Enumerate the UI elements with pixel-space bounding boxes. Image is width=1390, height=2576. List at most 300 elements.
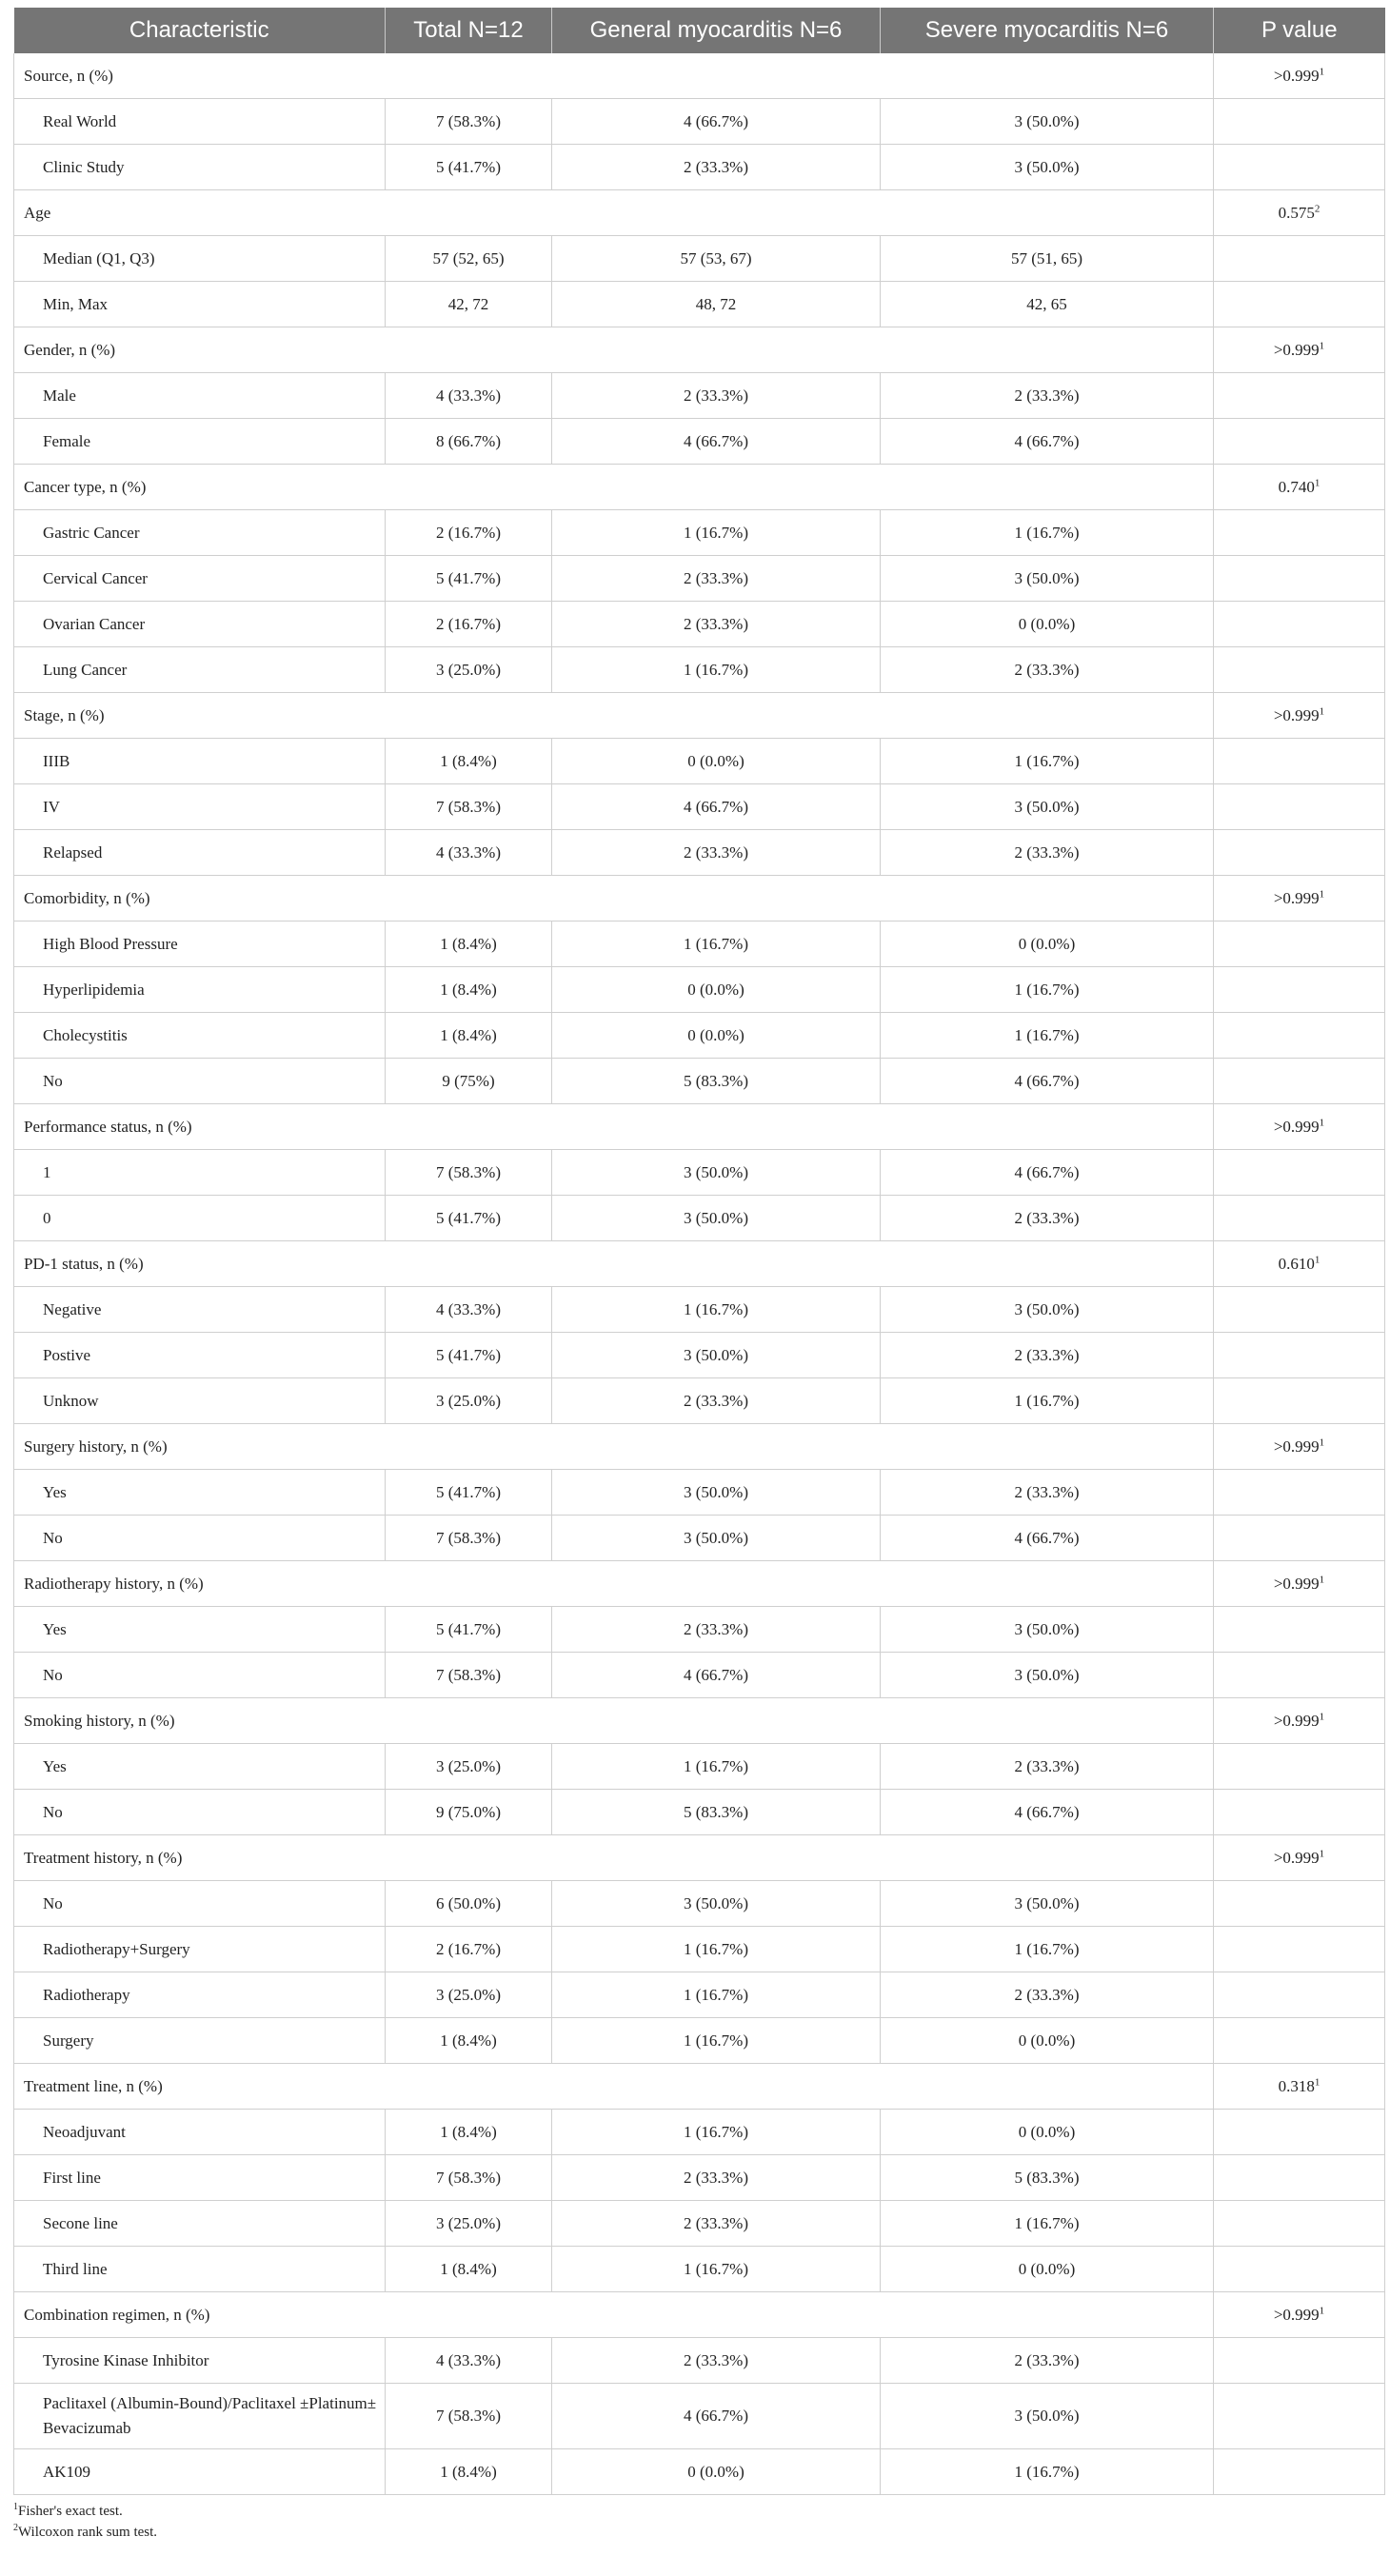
general-myocarditis-cell: 4 (66.7%) (552, 1653, 881, 1698)
p-value-cell (1214, 1378, 1385, 1424)
total-cell: 5 (41.7%) (386, 1333, 552, 1378)
row-label: Secone line (14, 2201, 386, 2247)
group-label: PD-1 status, n (%) (14, 1241, 1214, 1287)
p-value-cell (1214, 739, 1385, 784)
severe-myocarditis-cell: 1 (16.7%) (881, 739, 1214, 784)
table-row (14, 921, 1385, 967)
row-label: Paclitaxel (Albumin-Bound)/Paclitaxel ±Platinum± Bevacizumab (14, 2384, 386, 2449)
row-label: Negative (14, 1287, 386, 1333)
table-row (14, 647, 1385, 693)
p-value-cell (1214, 1835, 1385, 1881)
p-value-cell (1214, 2064, 1385, 2110)
group-label: Radiotherapy history, n (%) (14, 1561, 1214, 1607)
severe-myocarditis-cell: 2 (33.3%) (881, 373, 1214, 419)
group-label: Comorbidity, n (%) (14, 876, 1214, 921)
table-row (14, 739, 1385, 784)
row-label: Cholecystitis (14, 1013, 386, 1059)
severe-myocarditis-cell: 3 (50.0%) (881, 1881, 1214, 1927)
general-myocarditis-cell: 2 (33.3%) (552, 2155, 881, 2201)
p-value-footnote-marker: 1 (1319, 1116, 1325, 1128)
p-value-cell (1214, 419, 1385, 465)
severe-myocarditis-cell: 1 (16.7%) (881, 967, 1214, 1013)
severe-myocarditis-cell: 42, 65 (881, 282, 1214, 327)
general-myocarditis-cell: 1 (16.7%) (552, 2247, 881, 2292)
general-myocarditis-cell: 1 (16.7%) (552, 1744, 881, 1790)
row-label: IV (14, 784, 386, 830)
group-label: Performance status, n (%) (14, 1104, 1214, 1150)
table-row (14, 510, 1385, 556)
footnote-1 (13, 2501, 1384, 2522)
group-row (14, 2064, 1385, 2110)
p-value-cell (1214, 2292, 1385, 2338)
general-myocarditis-cell: 3 (50.0%) (552, 1333, 881, 1378)
table-row (14, 1196, 1385, 1241)
table-row (14, 145, 1385, 190)
p-value-cell (1214, 282, 1385, 327)
total-cell: 1 (8.4%) (386, 2110, 552, 2155)
p-value-footnote-marker: 1 (1314, 476, 1320, 488)
total-cell: 7 (58.3%) (386, 2384, 552, 2449)
total-cell: 4 (33.3%) (386, 1287, 552, 1333)
group-row (14, 876, 1385, 921)
table-row (14, 1653, 1385, 1698)
severe-myocarditis-cell: 1 (16.7%) (881, 2201, 1214, 2247)
table-row (14, 2110, 1385, 2155)
total-cell: 5 (41.7%) (386, 1196, 552, 1241)
p-value-cell (1214, 1790, 1385, 1835)
total-cell: 7 (58.3%) (386, 1150, 552, 1196)
severe-myocarditis-cell: 0 (0.0%) (881, 2247, 1214, 2292)
total-cell: 3 (25.0%) (386, 647, 552, 693)
p-value-footnote-marker: 1 (1319, 65, 1325, 77)
row-label: 1 (14, 1150, 386, 1196)
row-label: Min, Max (14, 282, 386, 327)
table-row (14, 967, 1385, 1013)
general-myocarditis-cell: 1 (16.7%) (552, 1927, 881, 1972)
p-value-cell (1214, 190, 1385, 236)
p-value-cell (1214, 510, 1385, 556)
p-value-cell (1214, 373, 1385, 419)
severe-myocarditis-cell: 4 (66.7%) (881, 1150, 1214, 1196)
table-row (14, 1972, 1385, 2018)
severe-myocarditis-cell: 3 (50.0%) (881, 1607, 1214, 1653)
severe-myocarditis-cell: 2 (33.3%) (881, 1333, 1214, 1378)
group-row (14, 1835, 1385, 1881)
header-row (14, 8, 1385, 53)
severe-myocarditis-cell: 57 (51, 65) (881, 236, 1214, 282)
p-value-cell (1214, 1653, 1385, 1698)
total-cell: 5 (41.7%) (386, 1470, 552, 1516)
row-label: Radiotherapy (14, 1972, 386, 2018)
table-body (14, 53, 1385, 2495)
total-cell: 2 (16.7%) (386, 1927, 552, 1972)
row-label: Real World (14, 99, 386, 145)
total-cell: 57 (52, 65) (386, 236, 552, 282)
p-value: >0.999 (1273, 340, 1320, 359)
group-label: Surgery history, n (%) (14, 1424, 1214, 1470)
severe-myocarditis-cell: 2 (33.3%) (881, 1470, 1214, 1516)
p-value-cell (1214, 1287, 1385, 1333)
table-row (14, 602, 1385, 647)
row-label: 0 (14, 1196, 386, 1241)
p-value-cell (1214, 1104, 1385, 1150)
p-value-cell (1214, 1196, 1385, 1241)
severe-myocarditis-cell: 1 (16.7%) (881, 510, 1214, 556)
general-myocarditis-cell: 2 (33.3%) (552, 556, 881, 602)
general-myocarditis-cell: 2 (33.3%) (552, 373, 881, 419)
p-value-cell (1214, 2247, 1385, 2292)
table-row (14, 2018, 1385, 2064)
severe-myocarditis-cell: 2 (33.3%) (881, 830, 1214, 876)
severe-myocarditis-cell: 4 (66.7%) (881, 419, 1214, 465)
general-myocarditis-cell: 5 (83.3%) (552, 1059, 881, 1104)
group-row (14, 1241, 1385, 1287)
general-myocarditis-cell: 1 (16.7%) (552, 2110, 881, 2155)
table-row (14, 419, 1385, 465)
table-row (14, 556, 1385, 602)
footnotes (13, 2501, 1384, 2543)
general-myocarditis-cell: 3 (50.0%) (552, 1470, 881, 1516)
general-myocarditis-cell: 3 (50.0%) (552, 1881, 881, 1927)
total-cell: 5 (41.7%) (386, 145, 552, 190)
severe-myocarditis-cell: 3 (50.0%) (881, 2384, 1214, 2449)
row-label: Cervical Cancer (14, 556, 386, 602)
row-label: No (14, 1881, 386, 1927)
general-myocarditis-cell: 2 (33.3%) (552, 1607, 881, 1653)
p-value: >0.999 (1273, 705, 1320, 724)
row-label: High Blood Pressure (14, 921, 386, 967)
p-value: >0.999 (1273, 1848, 1320, 1867)
severe-myocarditis-cell: 2 (33.3%) (881, 2338, 1214, 2384)
severe-myocarditis-cell: 0 (0.0%) (881, 2018, 1214, 2064)
severe-myocarditis-cell: 4 (66.7%) (881, 1516, 1214, 1561)
characteristics-table (13, 8, 1385, 2495)
total-cell: 2 (16.7%) (386, 602, 552, 647)
group-row (14, 1424, 1385, 1470)
total-cell: 7 (58.3%) (386, 1516, 552, 1561)
severe-myocarditis-cell: 0 (0.0%) (881, 602, 1214, 647)
severe-myocarditis-cell: 1 (16.7%) (881, 1927, 1214, 1972)
p-value-cell (1214, 327, 1385, 373)
total-cell: 3 (25.0%) (386, 1972, 552, 2018)
group-row (14, 1561, 1385, 1607)
severe-myocarditis-cell: 2 (33.3%) (881, 647, 1214, 693)
p-value-cell (1214, 921, 1385, 967)
row-label: Postive (14, 1333, 386, 1378)
row-label: No (14, 1653, 386, 1698)
p-value: >0.999 (1273, 2305, 1320, 2324)
group-label: Age (14, 190, 1214, 236)
header-total: Total N=12 (386, 8, 552, 53)
p-value-footnote-marker: 1 (1314, 1253, 1320, 1265)
row-label: Yes (14, 1607, 386, 1653)
p-value: >0.999 (1273, 1574, 1320, 1593)
table-row (14, 2384, 1385, 2449)
severe-myocarditis-cell: 0 (0.0%) (881, 921, 1214, 967)
p-value-footnote-marker: 1 (1319, 1436, 1325, 1448)
table-row (14, 2449, 1385, 2495)
severe-myocarditis-cell: 4 (66.7%) (881, 1059, 1214, 1104)
group-label: Combination regimen, n (%) (14, 2292, 1214, 2338)
total-cell: 5 (41.7%) (386, 556, 552, 602)
row-label: Yes (14, 1470, 386, 1516)
total-cell: 2 (16.7%) (386, 510, 552, 556)
general-myocarditis-cell: 3 (50.0%) (552, 1150, 881, 1196)
general-myocarditis-cell: 48, 72 (552, 282, 881, 327)
p-value-cell (1214, 53, 1385, 99)
p-value-cell (1214, 876, 1385, 921)
total-cell: 4 (33.3%) (386, 830, 552, 876)
general-myocarditis-cell: 4 (66.7%) (552, 784, 881, 830)
severe-myocarditis-cell: 3 (50.0%) (881, 784, 1214, 830)
footnote-text: Fisher's exact test. (18, 2504, 123, 2519)
general-myocarditis-cell: 2 (33.3%) (552, 830, 881, 876)
total-cell: 1 (8.4%) (386, 2449, 552, 2495)
p-value-footnote-marker: 1 (1319, 1847, 1325, 1859)
row-label: Tyrosine Kinase Inhibitor (14, 2338, 386, 2384)
p-value: 0.318 (1278, 2076, 1315, 2095)
group-label: Treatment line, n (%) (14, 2064, 1214, 2110)
total-cell: 3 (25.0%) (386, 1378, 552, 1424)
p-value-cell (1214, 1333, 1385, 1378)
row-label: Hyperlipidemia (14, 967, 386, 1013)
table-row (14, 1927, 1385, 1972)
p-value-footnote-marker: 1 (1319, 1573, 1325, 1585)
p-value-cell (1214, 2338, 1385, 2384)
total-cell: 3 (25.0%) (386, 1744, 552, 1790)
row-label: First line (14, 2155, 386, 2201)
total-cell: 42, 72 (386, 282, 552, 327)
group-row (14, 190, 1385, 236)
p-value-cell (1214, 1241, 1385, 1287)
table-row (14, 1881, 1385, 1927)
severe-myocarditis-cell: 1 (16.7%) (881, 1013, 1214, 1059)
p-value-cell (1214, 1972, 1385, 2018)
row-label: No (14, 1516, 386, 1561)
footnote-2 (13, 2522, 1384, 2543)
p-value: >0.999 (1273, 1711, 1320, 1730)
general-myocarditis-cell: 4 (66.7%) (552, 99, 881, 145)
p-value: 0.575 (1278, 203, 1315, 222)
group-label: Gender, n (%) (14, 327, 1214, 373)
p-value-cell (1214, 1059, 1385, 1104)
table-row (14, 1059, 1385, 1104)
general-myocarditis-cell: 0 (0.0%) (552, 1013, 881, 1059)
p-value-cell (1214, 647, 1385, 693)
p-value-cell (1214, 465, 1385, 510)
row-label: Median (Q1, Q3) (14, 236, 386, 282)
footnote-marker: 1 (13, 2502, 18, 2512)
row-label: Ovarian Cancer (14, 602, 386, 647)
table-row (14, 1744, 1385, 1790)
table-row (14, 373, 1385, 419)
p-value: 0.740 (1278, 477, 1315, 496)
general-myocarditis-cell: 4 (66.7%) (552, 2384, 881, 2449)
characteristics-table-container (13, 8, 1384, 2543)
general-myocarditis-cell: 1 (16.7%) (552, 921, 881, 967)
p-value-cell (1214, 830, 1385, 876)
table-row (14, 1516, 1385, 1561)
p-value-cell (1214, 1607, 1385, 1653)
p-value-footnote-marker: 1 (1319, 704, 1325, 717)
general-myocarditis-cell: 0 (0.0%) (552, 739, 881, 784)
p-value-cell (1214, 693, 1385, 739)
total-cell: 1 (8.4%) (386, 739, 552, 784)
p-value-cell (1214, 1561, 1385, 1607)
total-cell: 7 (58.3%) (386, 99, 552, 145)
total-cell: 1 (8.4%) (386, 967, 552, 1013)
general-myocarditis-cell: 57 (53, 67) (552, 236, 881, 282)
group-label: Smoking history, n (%) (14, 1698, 1214, 1744)
table-row (14, 1333, 1385, 1378)
row-label: Clinic Study (14, 145, 386, 190)
severe-myocarditis-cell: 3 (50.0%) (881, 99, 1214, 145)
severe-myocarditis-cell: 3 (50.0%) (881, 1653, 1214, 1698)
row-label: Surgery (14, 2018, 386, 2064)
header-general-myocarditis: General myocarditis N=6 (552, 8, 881, 53)
general-myocarditis-cell: 0 (0.0%) (552, 2449, 881, 2495)
row-label: No (14, 1790, 386, 1835)
severe-myocarditis-cell: 3 (50.0%) (881, 556, 1214, 602)
total-cell: 6 (50.0%) (386, 1881, 552, 1927)
table-row (14, 2155, 1385, 2201)
total-cell: 8 (66.7%) (386, 419, 552, 465)
severe-myocarditis-cell: 0 (0.0%) (881, 2110, 1214, 2155)
p-value-cell (1214, 1424, 1385, 1470)
row-label: Male (14, 373, 386, 419)
p-value-footnote-marker: 1 (1319, 887, 1325, 900)
general-myocarditis-cell: 3 (50.0%) (552, 1196, 881, 1241)
row-label: Neoadjuvant (14, 2110, 386, 2155)
p-value: >0.999 (1273, 1117, 1320, 1136)
p-value-footnote-marker: 1 (1314, 2075, 1320, 2088)
p-value-cell (1214, 1927, 1385, 1972)
general-myocarditis-cell: 2 (33.3%) (552, 145, 881, 190)
p-value-cell (1214, 967, 1385, 1013)
group-row (14, 465, 1385, 510)
p-value: >0.999 (1273, 1437, 1320, 1456)
total-cell: 1 (8.4%) (386, 1013, 552, 1059)
row-label: Unknow (14, 1378, 386, 1424)
general-myocarditis-cell: 1 (16.7%) (552, 2018, 881, 2064)
p-value-cell (1214, 556, 1385, 602)
p-value-footnote-marker: 2 (1314, 202, 1320, 214)
row-label: Relapsed (14, 830, 386, 876)
header-characteristic: Characteristic (14, 8, 386, 53)
total-cell: 4 (33.3%) (386, 2338, 552, 2384)
table-row (14, 830, 1385, 876)
total-cell: 4 (33.3%) (386, 373, 552, 419)
general-myocarditis-cell: 1 (16.7%) (552, 1972, 881, 2018)
table-row (14, 1150, 1385, 1196)
general-myocarditis-cell: 1 (16.7%) (552, 510, 881, 556)
p-value-footnote-marker: 1 (1319, 2304, 1325, 2316)
table-row (14, 2247, 1385, 2292)
table-row (14, 99, 1385, 145)
table-row (14, 1287, 1385, 1333)
total-cell: 1 (8.4%) (386, 2247, 552, 2292)
p-value-cell (1214, 2384, 1385, 2449)
table-row (14, 2338, 1385, 2384)
table-row (14, 1470, 1385, 1516)
p-value-cell (1214, 2449, 1385, 2495)
group-row (14, 327, 1385, 373)
general-myocarditis-cell: 3 (50.0%) (552, 1516, 881, 1561)
severe-myocarditis-cell: 2 (33.3%) (881, 1744, 1214, 1790)
table-row (14, 282, 1385, 327)
p-value-cell (1214, 236, 1385, 282)
p-value: >0.999 (1273, 888, 1320, 907)
total-cell: 7 (58.3%) (386, 1653, 552, 1698)
p-value-cell (1214, 2018, 1385, 2064)
row-label: Radiotherapy+Surgery (14, 1927, 386, 1972)
p-value-cell (1214, 2110, 1385, 2155)
severe-myocarditis-cell: 2 (33.3%) (881, 1196, 1214, 1241)
p-value-cell (1214, 1150, 1385, 1196)
total-cell: 5 (41.7%) (386, 1607, 552, 1653)
severe-myocarditis-cell: 2 (33.3%) (881, 1972, 1214, 2018)
table-row (14, 1607, 1385, 1653)
row-label: Female (14, 419, 386, 465)
p-value-cell (1214, 1470, 1385, 1516)
general-myocarditis-cell: 1 (16.7%) (552, 1287, 881, 1333)
general-myocarditis-cell: 4 (66.7%) (552, 419, 881, 465)
severe-myocarditis-cell: 4 (66.7%) (881, 1790, 1214, 1835)
group-label: Cancer type, n (%) (14, 465, 1214, 510)
total-cell: 7 (58.3%) (386, 784, 552, 830)
p-value: >0.999 (1273, 66, 1320, 85)
total-cell: 9 (75%) (386, 1059, 552, 1104)
p-value-cell (1214, 602, 1385, 647)
header-severe-myocarditis: Severe myocarditis N=6 (881, 8, 1214, 53)
total-cell: 3 (25.0%) (386, 2201, 552, 2247)
general-myocarditis-cell: 2 (33.3%) (552, 2201, 881, 2247)
row-label: AK109 (14, 2449, 386, 2495)
table-row (14, 1013, 1385, 1059)
general-myocarditis-cell: 1 (16.7%) (552, 647, 881, 693)
group-label: Stage, n (%) (14, 693, 1214, 739)
general-myocarditis-cell: 0 (0.0%) (552, 967, 881, 1013)
general-myocarditis-cell: 5 (83.3%) (552, 1790, 881, 1835)
p-value-cell (1214, 145, 1385, 190)
p-value: 0.610 (1278, 1254, 1315, 1273)
total-cell: 1 (8.4%) (386, 2018, 552, 2064)
p-value-cell (1214, 99, 1385, 145)
table-row (14, 2201, 1385, 2247)
group-label: Source, n (%) (14, 53, 1214, 99)
group-row (14, 1698, 1385, 1744)
p-value-cell (1214, 1744, 1385, 1790)
group-label: Treatment history, n (%) (14, 1835, 1214, 1881)
severe-myocarditis-cell: 1 (16.7%) (881, 2449, 1214, 2495)
footnote-marker: 2 (13, 2523, 18, 2533)
p-value-cell (1214, 2155, 1385, 2201)
row-label: No (14, 1059, 386, 1104)
group-row (14, 2292, 1385, 2338)
p-value-cell (1214, 784, 1385, 830)
group-row (14, 53, 1385, 99)
general-myocarditis-cell: 2 (33.3%) (552, 2338, 881, 2384)
total-cell: 9 (75.0%) (386, 1790, 552, 1835)
p-value-cell (1214, 2201, 1385, 2247)
severe-myocarditis-cell: 1 (16.7%) (881, 1378, 1214, 1424)
p-value-cell (1214, 1013, 1385, 1059)
p-value-footnote-marker: 1 (1319, 339, 1325, 351)
general-myocarditis-cell: 2 (33.3%) (552, 1378, 881, 1424)
header-p-value: P value (1214, 8, 1385, 53)
group-row (14, 1104, 1385, 1150)
table-row (14, 1790, 1385, 1835)
